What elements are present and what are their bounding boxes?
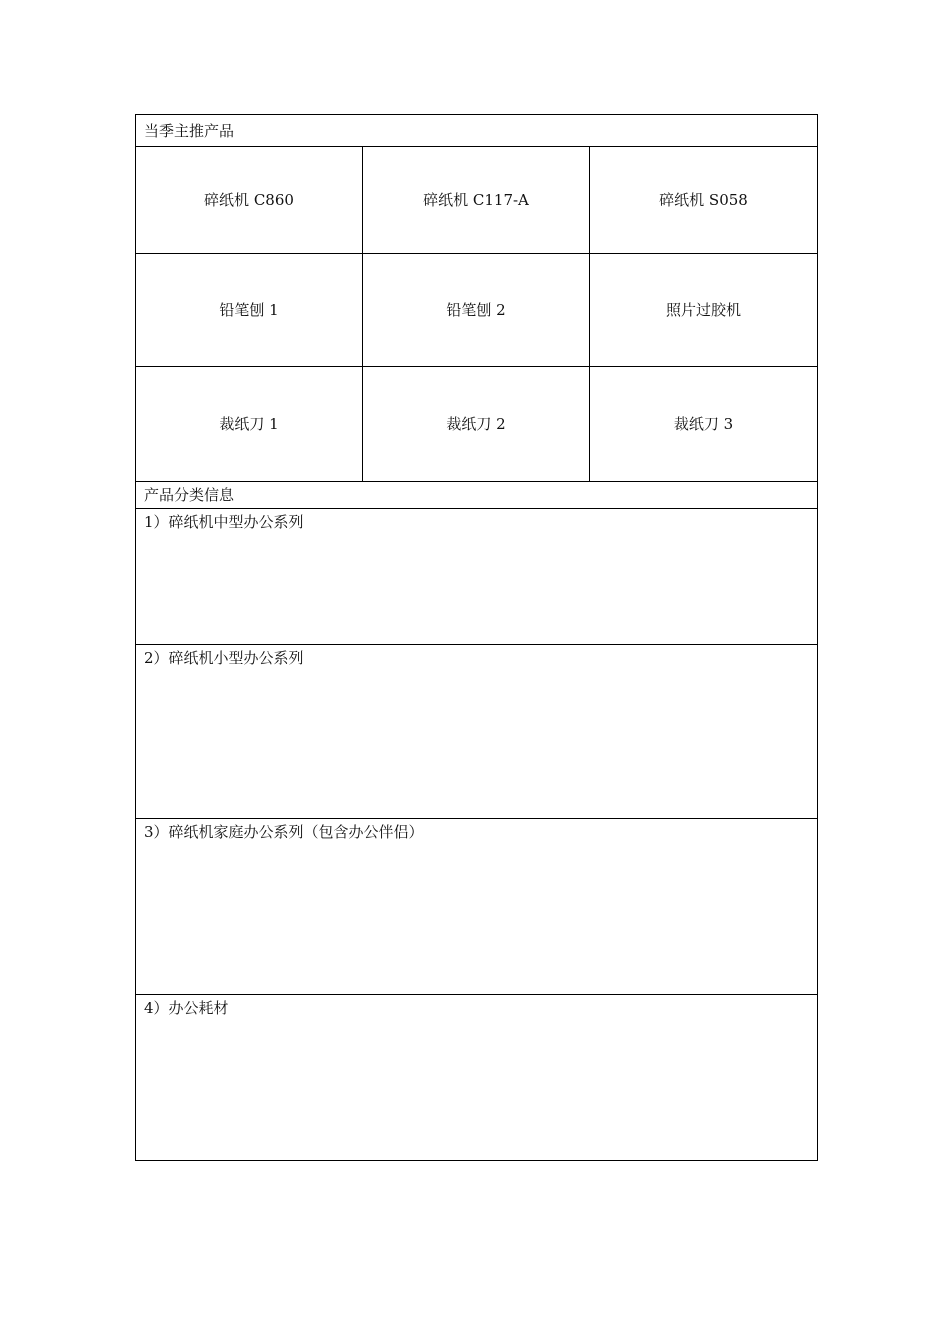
category-row [136,819,818,995]
featured-header-row [136,115,818,147]
category-cell: 2）碎纸机小型办公系列 [136,645,818,819]
product-cell: 铅笔刨 1 [136,254,363,367]
product-cell: 裁纸刀 1 [136,367,363,482]
category-row [136,995,818,1161]
product-cell: 铅笔刨 2 [363,254,590,367]
category-cell: 4）办公耗材 [136,995,818,1161]
product-cell: 裁纸刀 2 [363,367,590,482]
category-header-row [136,482,818,509]
product-cell: 碎纸机 C860 [136,147,363,254]
product-cell: 碎纸机 S058 [590,147,818,254]
product-row [136,254,818,367]
category-cell: 3）碎纸机家庭办公系列（包含办公伴侣） [136,819,818,995]
product-cell: 照片过胶机 [590,254,818,367]
featured-products-heading: 当季主推产品 [136,115,818,147]
product-cell: 裁纸刀 3 [590,367,818,482]
category-cell: 1）碎纸机中型办公系列 [136,509,818,645]
category-row [136,645,818,819]
product-table [135,114,818,1161]
category-row [136,509,818,645]
product-row [136,147,818,254]
product-row [136,367,818,482]
category-info-heading: 产品分类信息 [136,482,818,509]
product-cell: 碎纸机 C117-A [363,147,590,254]
